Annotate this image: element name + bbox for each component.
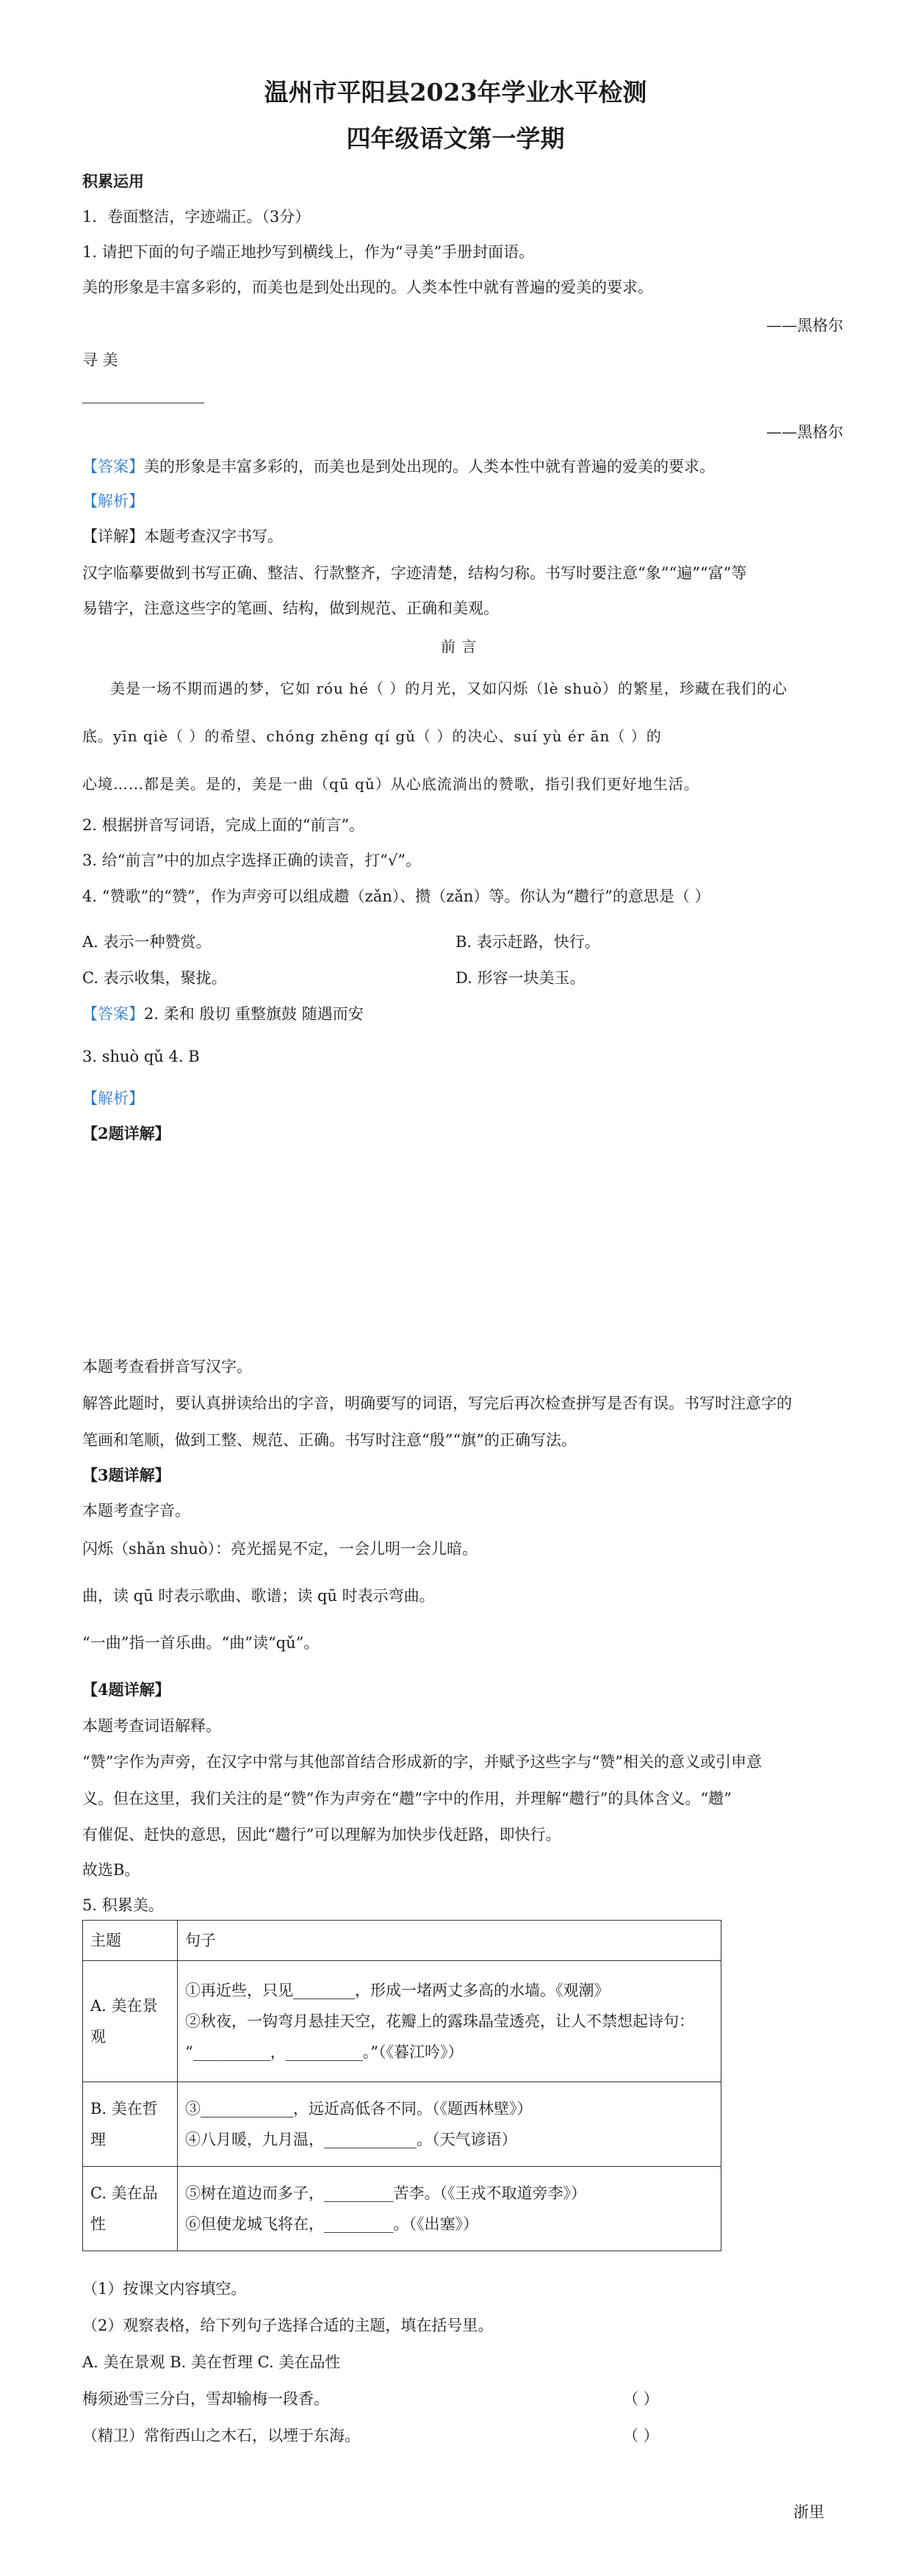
answer-text: 2. 柔和 殷切 重整旗鼓 随遇而安 <box>144 1005 364 1023</box>
row-theme: A. 美在景观 <box>83 1961 178 2082</box>
sentence-line: ③____________，远近高低各不同。（《题西林壁》） <box>185 2100 533 2118</box>
table-header-sentence: 句子 <box>178 1921 721 1961</box>
q4: 4. “赞歌”的“赞”，作为声旁可以组成趱（zǎn）、攒（zǎn）等。你认为“趱行”的意思是（ ） <box>82 888 710 905</box>
preface-line-1: 美是一场不期而遇的梦，它如 róu hé（ ）的月光，又如闪烁（lè shuò）的繁星，珍藏在我们的心 <box>110 680 788 697</box>
q1-heading: 1．卷面整洁，字迹端正。（3分） <box>82 208 311 226</box>
q4-option-a: A. 表示一种赞赏。 <box>82 933 212 951</box>
detail2-line-2: 解答此题时，要认真拼读给出的字音，明确要写的词语，写完后再次检查拼写是否有误。书写时注意字的 <box>82 1395 792 1412</box>
q1-answer <box>82 456 715 478</box>
footer-mark: 浙里 <box>793 2503 824 2521</box>
q5-sentence-2: （精卫）常衔西山之木石，以堙于东海。 <box>82 2427 360 2444</box>
detail2-line-1: 本题考查看拼音写汉字。 <box>82 1358 252 1375</box>
beauty-table <box>82 1920 721 2251</box>
q5-options: A. 美在景观 B. 美在哲理 C. 美在品性 <box>82 2353 341 2371</box>
detail3-line-3: 曲，读 qū 时表示歌曲、歌谱；读 qū 时表示弯曲。 <box>82 1587 435 1605</box>
detail3-tag: 【3题详解】 <box>82 1466 170 1484</box>
sentence-line: ①再近些，只见________，形成一堵两丈多高的水墙。《观潮》 <box>185 1982 610 1999</box>
row-theme: C. 美在品性 <box>83 2167 178 2251</box>
table-header-row <box>83 1921 721 1961</box>
q4-option-d: D. 形容一块美玉。 <box>455 969 586 987</box>
q1-signature: ——黑格尔 <box>766 317 843 334</box>
q3: 3. 给“前言”中的加点字选择正确的读音，打“√”。 <box>82 852 422 869</box>
q5-sentence-2-blank[interactable]: （ ） <box>623 2427 659 2444</box>
detail4-line-5: 故选B。 <box>82 1861 140 1879</box>
q5-sentence-1: 梅须逊雪三分白，雪却输梅一段香。 <box>82 2390 329 2408</box>
sentence-line: ⑤树在道边而多子，_________苦李。（《王戎不取道旁李》） <box>185 2184 586 2202</box>
q4-option-c: C. 表示收集，聚拢。 <box>82 969 227 987</box>
q5-sub-1: （1）按课文内容填空。 <box>82 2280 247 2298</box>
q4-option-b: B. 表示赶路，快行。 <box>455 933 600 951</box>
q1-para-1: 汉字临摹要做到书写正确、整洁、行款整齐，字迹清楚，结构匀称。书写时要注意“象”“遍”“富”等 <box>82 564 747 582</box>
q1-signature-2: ——黑格尔 <box>766 423 843 441</box>
q2: 2. 根据拼音写词语，完成上面的“前言”。 <box>82 816 365 834</box>
detail4-line-4: 有催促、赶快的意思，因此“趱行”可以理解为加快步伐赶路，即快行。 <box>82 1826 561 1843</box>
sentence-line: “__________，__________。”（《暮江吟》） <box>185 2043 464 2061</box>
answer-tag: 【答案】 <box>82 458 144 475</box>
q1-quote: 美的形象是丰富多彩的，而美也是到处出现的。人类本性中就有普遍的爱美的要求。 <box>82 278 653 296</box>
row-sentences <box>178 2167 721 2251</box>
table-row <box>83 1961 721 2082</box>
q5-heading: 5. 积累美。 <box>82 1896 164 1914</box>
sentence-line: ④八月暖，九月温，____________。（天气谚语） <box>185 2131 517 2148</box>
table-row <box>83 2082 721 2167</box>
row-sentences <box>178 1961 721 2082</box>
q1-prompt: 1. 请把下面的句子端正地抄写到横线上，作为“寻美”手册封面语。 <box>82 243 535 261</box>
detail2-tag: 【2题详解】 <box>82 1124 170 1143</box>
detail3-line-1: 本题考查字音。 <box>82 1502 190 1519</box>
analysis-tag: 【解析】 <box>82 492 144 510</box>
sentence-line: ⑥但使龙城飞将在，_________。（《出塞》） <box>185 2215 478 2233</box>
detail3-line-2: 闪烁（shǎn shuò）：亮光摇晃不定，一会儿明一会儿暗。 <box>82 1540 478 1558</box>
answer-tag: 【答案】 <box>82 1005 144 1023</box>
detail-tag: 【详解】 <box>82 528 144 545</box>
table-header-theme: 主题 <box>83 1921 178 1961</box>
row-theme: B. 美在哲理 <box>83 2082 178 2167</box>
xunmei-label: 寻 美 <box>82 351 118 369</box>
detail4-line-3: 义。但在这里，我们关注的是“赞”作为声旁在“趱”字中的作用，并理解“趱行”的具体含义。“趱” <box>82 1790 732 1807</box>
row-sentences <box>178 2082 721 2167</box>
q3-4-answer: 3. shuò qǔ 4. B <box>82 1048 200 1065</box>
q1-detail <box>82 525 283 547</box>
detail-text: 本题考查汉字书写。 <box>144 528 283 545</box>
q1-para-2: 易错字，注意这些字的笔画、结构，做到规范、正确和美观。 <box>82 600 499 617</box>
section-heading: 积累运用 <box>82 172 144 190</box>
sentence-line: ②秋夜，一钩弯月悬挂天空，花瓣上的露珠晶莹透亮，让人不禁想起诗句： <box>185 2012 694 2030</box>
detail4-tag: 【4题详解】 <box>82 1680 170 1699</box>
q5-sub-2: （2）观察表格，给下列句子选择合适的主题，填在括号里。 <box>82 2317 494 2334</box>
detail2-line-3: 笔画和笔顺，做到工整、规范、正确。书写时注意“殷”“旗”的正确写法。 <box>82 1431 577 1449</box>
table-row <box>83 2167 721 2251</box>
analysis-tag-2: 【解析】 <box>82 1090 144 1107</box>
answer-text: 美的形象是丰富多彩的，而美也是到处出现的。人类本性中就有普遍的爱美的要求。 <box>144 458 715 475</box>
preface-line-2: 底。yīn qiè（ ）的希望、chóng zhēng qí gǔ（ ）的决心、suí yù ér ān（ ）的 <box>82 727 662 745</box>
preface-line-3: 心境……都是美。是的，美是一曲（qū qǔ）从心底流淌出的赞歌，指引我们更好地生活。 <box>82 775 699 793</box>
detail4-line-2: “赞”字作为声旁，在汉字中常与其他部首结合形成新的字，并赋予这些字与“赞”相关的意义或引申意 <box>82 1753 762 1771</box>
q2-4-answer <box>82 1003 364 1025</box>
preface-title: 前 言 <box>441 638 478 655</box>
q5-sentence-1-blank[interactable]: （ ） <box>623 2390 659 2408</box>
detail4-line-1: 本题考查词语解释。 <box>82 1717 221 1735</box>
exam-title: 温州市平阳县2023年学业水平检测 <box>264 78 647 107</box>
detail3-line-4: “一曲”指一首乐曲。“曲”读“qǔ”。 <box>82 1634 320 1652</box>
exam-subtitle: 四年级语文第一学期 <box>346 124 565 153</box>
